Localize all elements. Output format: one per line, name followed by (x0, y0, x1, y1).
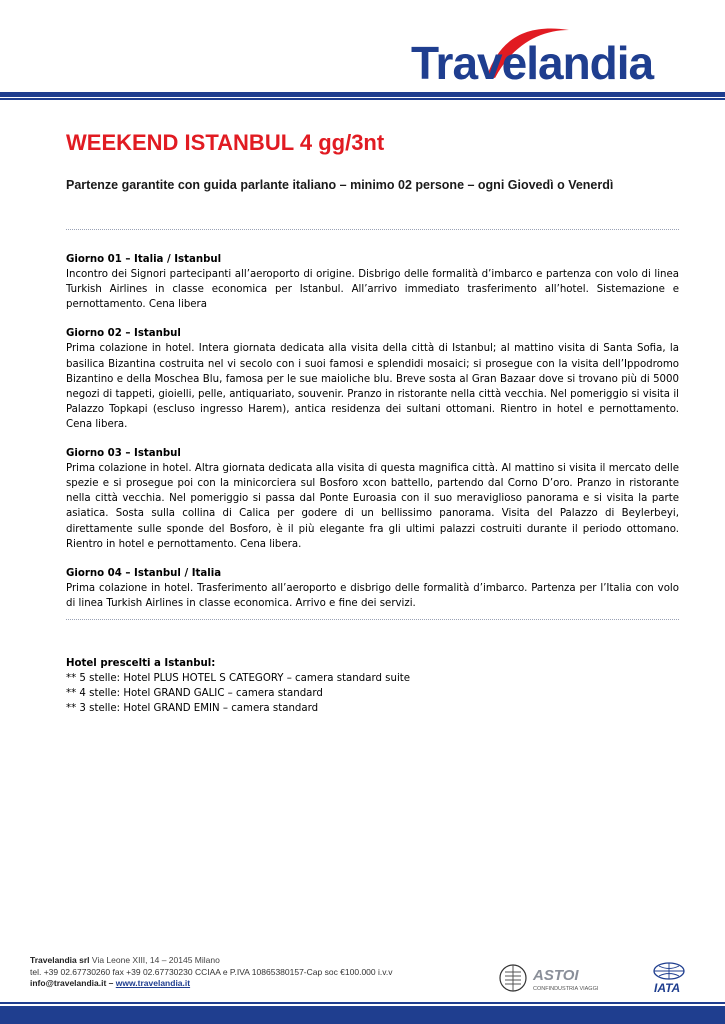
footer-separator: – (106, 978, 116, 988)
footer-bar (0, 1006, 725, 1024)
iata-globe-icon (654, 963, 684, 979)
logo-wordmark: Travelandia (411, 37, 654, 89)
hotel-item: ** 3 stelle: Hotel GRAND EMIN – camera standard (66, 703, 319, 715)
day-text: Prima colazione in hotel. Trasferimento all’aeroporto e disbrigo delle formalità d’imbarco. Partenza per l’Italia con volo di linea Turkish Airlines in classe economica. Arrivo e fine dei servizi. (66, 582, 679, 609)
itinerary (66, 252, 679, 625)
header-rule (0, 92, 725, 97)
hotels-section (66, 656, 679, 716)
page-title: WEEKEND ISTANBUL 4 gg/3nt (66, 130, 385, 155)
header-rule-thin (0, 98, 725, 100)
footer-bar-rule (0, 1002, 725, 1004)
footer-address: Via Leone XIII, 14 – 20145 Milano (91, 955, 220, 965)
footer-website-link[interactable]: www.travelandia.it (115, 978, 191, 988)
confindustria-emblem-icon (500, 965, 526, 991)
page-subtitle: Partenze garantite con guida parlante italiano – minimo 02 persone – ogni Giovedì o Venerdì (66, 178, 614, 192)
day-text: Incontro dei Signori partecipanti all’aeroporto di origine. Disbrigo delle formalità d’imbarco e partenza con volo di linea Turkish Airlines in classe economica per Istanbul. All’arrivo immediato trasferimento all’hotel. Sistemazione e pernottamento. Cena libera (66, 269, 679, 311)
day-title: Giorno 04 – Istanbul / Italia (66, 567, 222, 579)
hotel-item: ** 4 stelle: Hotel GRAND GALIC – camera standard (66, 688, 323, 700)
footer-email[interactable]: info@travelandia.it (30, 978, 107, 988)
day-section (66, 252, 679, 312)
day-text: Prima colazione in hotel. Intera giornata dedicata alla visita della città di Istanbul; al mattino visita di Santa Sofia, la basilica Bizantina costruita nel vi secolo con i suoi famosi e splendidi mosaici; si prosegue con la visita dell’Ippodromo Bizantino e della Moschea Blu, famosa per le sue maioliche blu. Breve sosta al Gran Bazaar dove si trovano più di 5000 negozi di tappeti, gioielli, pelle, antiquariato, souvenir. Pranzo in ristorante nella città vecchia. Nel pomeriggio si visita il Palazzo Topkapi (escluso ingresso Harem), antica residenza dei sultani ottomani. Rientro in hotel e pernottamento. Cena libera. (66, 343, 679, 430)
day-title: Giorno 01 – Italia / Istanbul (66, 254, 222, 265)
dotted-divider-top (66, 229, 679, 230)
hotel-item: ** 5 stelle: Hotel PLUS HOTEL S CATEGORY – camera standard suite (66, 673, 411, 685)
hotels-heading: Hotel prescelti a Istanbul: (66, 658, 216, 669)
iata-wordmark: IATA (654, 981, 681, 995)
astoi-wordmark: ASTOI (533, 967, 579, 984)
footer (30, 955, 392, 990)
footer-company: Travelandia srl (30, 955, 90, 965)
day-section (66, 566, 679, 611)
astoi-subtitle: CONFINDUSTRIA VIAGGI (533, 986, 599, 992)
day-section (66, 326, 679, 432)
partner-logos (497, 958, 707, 998)
dotted-divider-bottom (66, 619, 679, 620)
day-title: Giorno 03 – Istanbul (66, 448, 181, 460)
footer-contacts: tel. +39 02.67730260 fax +39 02.67730230 CCIAA e P.IVA 10865380157-Cap soc €100.000 i.v.v (30, 966, 393, 977)
day-text: Prima colazione in hotel. Altra giornata dedicata alla visita di questa magnifica città. Al mattino si visita il mercato delle spezie e si prosegue poi con la minicorciera sul Bosforo xcon battello, partendo dal Corno D’oro. Pranzo in ristorante nella città vecchia. Nel pomeriggio si passa dal Ponte Euroasia con il suo meraviglioso panorama e si visita la parte asiatica. Sosta sulla collina di Calica per godere di un bellissimo panorama. Visita del Palazzo di Beylerbeyi, direttamente sulle sponde del Bosforo, è il più elegante fra gli ultimi palazzi costruiti durante il periodo ottomano. Rientro in hotel e pernottamento. Cena libera. (66, 463, 679, 550)
day-title: Giorno 02 – Istanbul (66, 328, 181, 340)
day-section (66, 446, 679, 552)
travelandia-logo (409, 16, 669, 89)
